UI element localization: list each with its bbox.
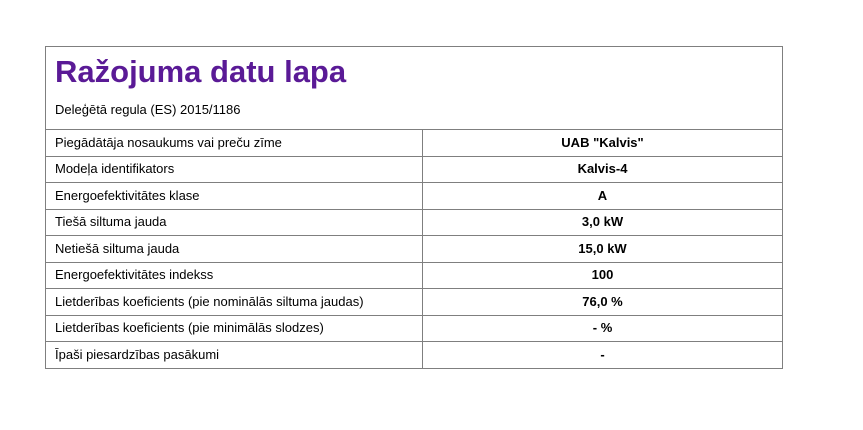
table-row [46,156,782,183]
row-label: Lietderības koeficients (pie minimālās slodzes) [46,315,423,342]
row-label: Energoefektivitātes indekss [46,262,423,289]
table-row [46,183,782,210]
row-value: A [423,183,783,210]
row-label: Tiešā siltuma jauda [46,209,423,236]
row-value: 3,0 kW [423,209,783,236]
regulation-subtitle: Deleģētā regula (ES) 2015/1186 [55,102,241,117]
table-row [46,262,782,289]
page-title: Ražojuma datu lapa [55,54,347,89]
table-row [46,342,782,368]
table-row [46,209,782,236]
row-label: Lietderības koeficients (pie nominālās siltuma jaudas) [46,289,423,316]
product-data-sheet [45,46,783,369]
row-label: Energoefektivitātes klase [46,183,423,210]
row-value: 76,0 % [423,289,783,316]
row-value: - % [423,315,783,342]
row-value: UAB "Kalvis" [561,134,644,150]
table-row [46,289,782,316]
row-label: Netiešā siltuma jauda [46,236,423,263]
row-label: Modeļa identifikators [46,156,423,183]
row-value: 15,0 kW [423,236,783,263]
row-value: - [423,342,783,368]
table-row [46,236,782,263]
row-value: 100 [423,262,783,289]
sheet-header [46,47,782,130]
table-row [46,315,782,342]
table-row [46,130,782,156]
row-label: Īpaši piesardzības pasākumi [46,342,423,368]
row-label: Piegādātāja nosaukums vai preču zīme [46,130,423,156]
row-value: Kalvis-4 [423,156,783,183]
product-data-table [46,130,782,368]
